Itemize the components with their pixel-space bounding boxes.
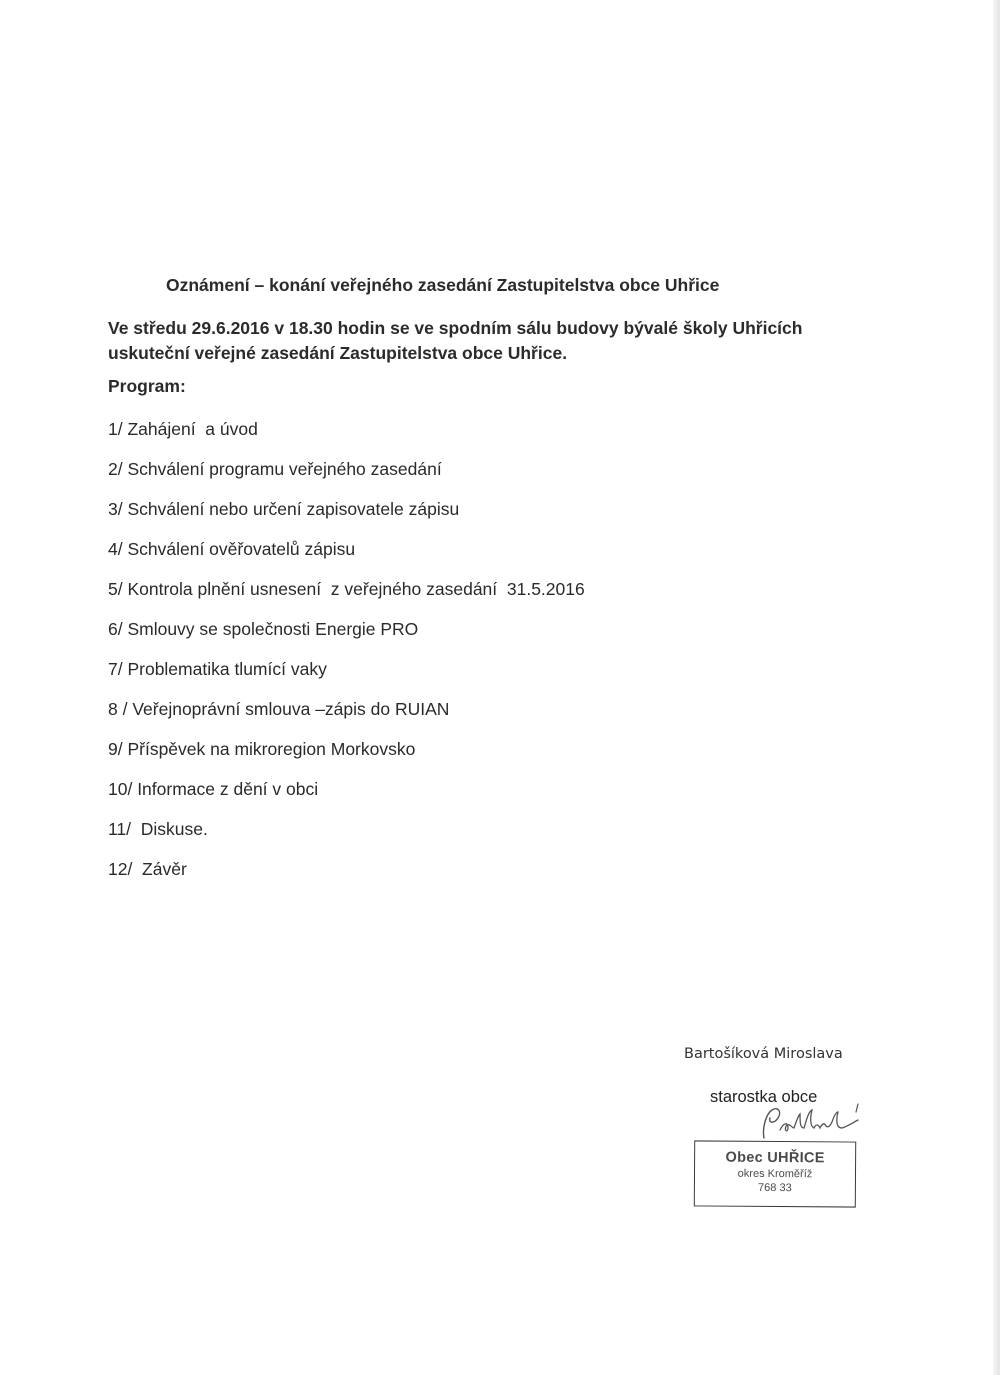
scan-edge-shadow (993, 0, 1000, 1375)
handwritten-signature (758, 1100, 868, 1144)
notice-intro (108, 316, 802, 366)
agenda-item: 6/ Smlouvy se společnosti Energie PRO (108, 619, 419, 639)
agenda-item: 1/ Zahájení a úvod (108, 419, 258, 439)
agenda-item: 3/ Schválení nebo určení zapisovatele zápisu (108, 499, 460, 519)
agenda-item: 11/ Diskuse. (108, 819, 208, 839)
agenda-item: 2/ Schválení programu veřejného zasedání (108, 459, 442, 479)
notice-title: Oznámení – konání veřejného zasedání Zastupitelstva obce Uhřice (166, 275, 720, 295)
agenda-list (108, 418, 585, 898)
agenda-item: 12/ Závěr (108, 859, 187, 879)
stamp-district: okres Kroměříž (737, 1167, 813, 1181)
intro-line-2: uskuteční veřejné zasedání Zastupitelstva obce Uhřice. (108, 343, 568, 363)
office-stamp (694, 1140, 856, 1207)
program-label: Program: (108, 376, 186, 396)
agenda-item: 5/ Kontrola plnění usnesení z veřejného zasedání 31.5.2016 (108, 579, 585, 599)
stamp-postcode: 768 33 (758, 1181, 792, 1195)
agenda-item: 4/ Schválení ověřovatelů zápisu (108, 539, 356, 559)
intro-line-1: Ve středu 29.6.2016 v 18.30 hodin se ve spodním sálu budovy bývalé školy Uhřicích (108, 318, 803, 338)
stamp-municipality: Obec UHŘICE (725, 1149, 825, 1167)
agenda-item: 7/ Problematika tlumící vaky (108, 659, 327, 679)
agenda-item: 8 / Veřejnoprávní smlouva –zápis do RUIAN (108, 699, 450, 719)
signer-role: starostka obce (710, 1088, 818, 1106)
signer-name: Bartošíková Miroslava (684, 1046, 843, 1062)
agenda-item: 10/ Informace z dění v obci (108, 779, 319, 799)
agenda-item: 9/ Příspěvek na mikroregion Morkovsko (108, 739, 416, 759)
